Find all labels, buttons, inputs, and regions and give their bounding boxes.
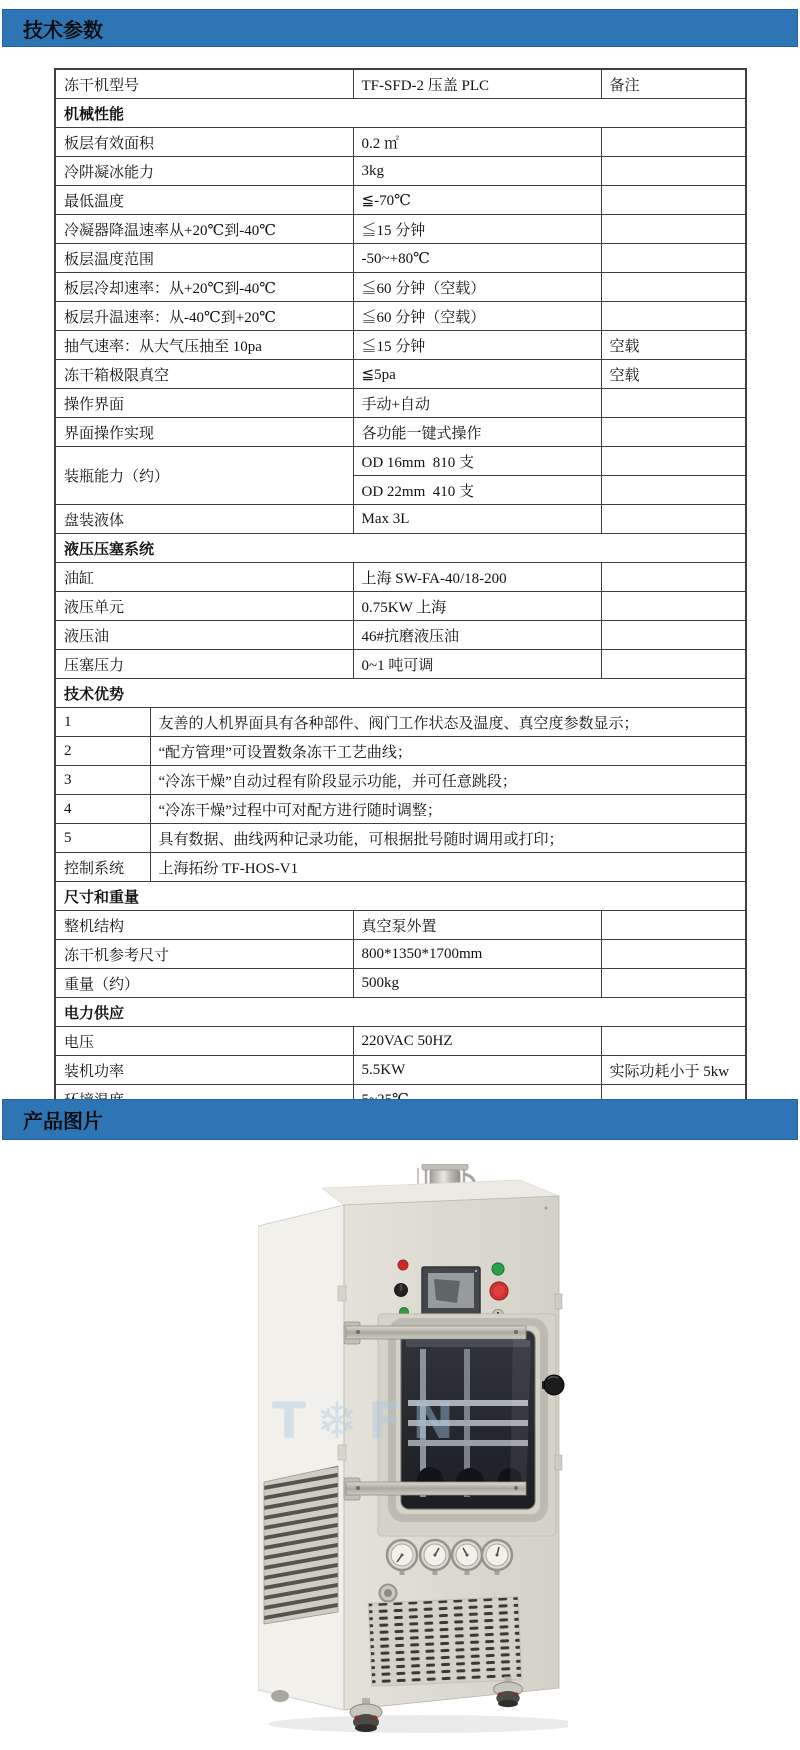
touchscreen (422, 1267, 480, 1315)
item-value-cell: 具有数据、曲线两种记录功能，可根据批号随时调用或打印； (150, 824, 746, 853)
section-row (55, 534, 746, 563)
spec-label-cell: 冻干箱极限真空 (55, 360, 353, 389)
spec-table-body (55, 69, 746, 1114)
item-label-cell: 2 (55, 737, 150, 766)
spec-note-cell (601, 940, 746, 969)
spec-value-cell: OD 22mm 410 支 (353, 476, 601, 505)
spec-label-cell: 冻干机型号 (55, 69, 353, 99)
spec-row (55, 418, 746, 447)
spec-label-cell: 最低温度 (55, 186, 353, 215)
spec-value-cell: ≦60 分钟（空载） (353, 302, 601, 331)
spec-label-cell: 整机结构 (55, 911, 353, 940)
spec-label-cell: 压塞压力 (55, 650, 353, 679)
advantage-row (55, 766, 746, 795)
item-value-cell: “配方管理”可设置数条冻干工艺曲线； (150, 737, 746, 766)
spec-row (55, 940, 746, 969)
spec-value-cell: 0.75KW 上海 (353, 592, 601, 621)
door-clamp-top (346, 1326, 526, 1339)
spec-value-cell: 220VAC 50HZ (353, 1027, 601, 1056)
spec-row (55, 447, 746, 476)
advantage-row (55, 795, 746, 824)
spec-value-cell: 5.5KW (353, 1056, 601, 1085)
section-row (55, 679, 746, 708)
item-value-cell: “冷冻干燥”自动过程有阶段显示功能，并可任意跳段； (150, 766, 746, 795)
item-label-cell: 4 (55, 795, 150, 824)
spec-value-cell: -50~+80℃ (353, 244, 601, 273)
spec-value-cell: ≦15 分钟 (353, 331, 601, 360)
spec-row (55, 215, 746, 244)
product-photo (90, 1145, 710, 1750)
spec-label-cell: 板层冷却速率：从+20℃到-40℃ (55, 273, 353, 302)
spec-value-cell: 手动+自动 (353, 389, 601, 418)
spec-label-cell: 电压 (55, 1027, 353, 1056)
item-label-cell: 1 (55, 708, 150, 737)
spec-note-cell (601, 911, 746, 940)
spec-value-cell: 0.2 ㎡ (353, 128, 601, 157)
item-value-cell: 上海拓纷 TF-HOS-V1 (150, 853, 746, 882)
advantage-row (55, 853, 746, 882)
spec-note-cell (601, 418, 746, 447)
spec-row (55, 360, 746, 389)
spec-value-cell: 真空泵外置 (353, 911, 601, 940)
spec-note-cell (601, 621, 746, 650)
spec-row (55, 244, 746, 273)
spec-label-cell: 操作界面 (55, 389, 353, 418)
spec-note-cell (601, 476, 746, 505)
item-value-cell: 友善的人机界面具有各种部件、阀门工作状态及温度、真空度参数显示； (150, 708, 746, 737)
spec-note-cell: 空载 (601, 360, 746, 389)
section-header-tech-params (2, 9, 798, 47)
spec-label-cell: 冷凝器降温速率从+20℃到-40℃ (55, 215, 353, 244)
advantage-row (55, 737, 746, 766)
spec-label-cell: 盘装液体 (55, 505, 353, 534)
spec-note-cell (601, 244, 746, 273)
drain-port (380, 1585, 397, 1602)
spec-label-cell: 板层升温速率：从-40℃到+20℃ (55, 302, 353, 331)
door-handle (544, 1375, 564, 1395)
spec-value-cell: 500kg (353, 969, 601, 998)
spec-value-cell: Max 3L (353, 505, 601, 534)
spec-row (55, 1056, 746, 1085)
spec-row (55, 621, 746, 650)
spec-row (55, 157, 746, 186)
spec-note-cell (601, 650, 746, 679)
spec-note-cell (601, 186, 746, 215)
spec-label-cell: 抽气速率：从大气压抽至 10pa (55, 331, 353, 360)
spec-value-cell: TF-SFD-2 压盖 PLC (353, 69, 601, 99)
spec-label-cell: 重量（约） (55, 969, 353, 998)
spec-note-cell (601, 563, 746, 592)
section-header-cell: 尺寸和重量 (55, 882, 746, 911)
section-header-cell: 机械性能 (55, 99, 746, 128)
spec-row (55, 331, 746, 360)
spec-row (55, 302, 746, 331)
spec-row (55, 563, 746, 592)
section-row (55, 882, 746, 911)
spec-label-cell: 板层温度范围 (55, 244, 353, 273)
brand-watermark: T❄FN (272, 1392, 465, 1450)
spec-note-cell (601, 592, 746, 621)
spec-row (55, 128, 746, 157)
spec-note-cell: 实际功耗小于 5kw (601, 1056, 746, 1085)
spec-label-cell: 液压单元 (55, 592, 353, 621)
spec-value-cell: ≦15 分钟 (353, 215, 601, 244)
spec-row (55, 505, 746, 534)
spec-label-cell: 冻干机参考尺寸 (55, 940, 353, 969)
spec-note-cell (601, 447, 746, 476)
spec-row (55, 592, 746, 621)
spec-note-cell (601, 969, 746, 998)
spec-value-cell: ≦-70℃ (353, 186, 601, 215)
spec-row (55, 389, 746, 418)
tech-params-title: 技术参数 (23, 19, 103, 42)
section-header-cell: 液压压塞系统 (55, 534, 746, 563)
spec-value-cell: 各功能一键式操作 (353, 418, 601, 447)
green-start-button (492, 1263, 504, 1275)
spec-row (55, 911, 746, 940)
spec-label-cell: 液压油 (55, 621, 353, 650)
section-header-product-images (2, 1099, 798, 1140)
section-row (55, 998, 746, 1027)
spec-note-cell: 空载 (601, 331, 746, 360)
spec-note-cell (601, 128, 746, 157)
spec-note-cell (601, 157, 746, 186)
spec-value-cell: 800*1350*1700mm (353, 940, 601, 969)
item-label-cell: 3 (55, 766, 150, 795)
red-indicator-light (398, 1260, 408, 1270)
spec-row (55, 969, 746, 998)
spec-label-cell: 界面操作实现 (55, 418, 353, 447)
spec-value-cell: 上海 SW-FA-40/18-200 (353, 563, 601, 592)
spec-label-cell: 板层有效面积 (55, 128, 353, 157)
spec-table (54, 68, 747, 1115)
section-header-cell: 技术优势 (55, 679, 746, 708)
section-row (55, 99, 746, 128)
spec-note-cell (601, 505, 746, 534)
spec-note-cell: 备注 (601, 69, 746, 99)
spec-value-cell: 0~1 吨可调 (353, 650, 601, 679)
item-label-cell: 控制系统 (55, 853, 150, 882)
item-label-cell: 5 (55, 824, 150, 853)
spec-value-cell: ≦5pa (353, 360, 601, 389)
spec-label-cell: 装瓶能力（约） (55, 447, 353, 505)
spec-value-cell: OD 16mm 810 支 (353, 447, 601, 476)
spec-row (55, 273, 746, 302)
spec-row (55, 69, 746, 99)
spec-row (55, 650, 746, 679)
advantage-row (55, 824, 746, 853)
spec-note-cell (601, 389, 746, 418)
advantage-row (55, 708, 746, 737)
product-images-title: 产品图片 (23, 1111, 103, 1133)
spec-row (55, 186, 746, 215)
spec-note-cell (601, 215, 746, 244)
front-vent-grille (368, 1597, 521, 1686)
section-header-cell: 电力供应 (55, 998, 746, 1027)
spec-note-cell (601, 302, 746, 331)
item-value-cell: “冷冻干燥”过程中可对配方进行随时调整； (150, 795, 746, 824)
spec-row (55, 1027, 746, 1056)
spec-label-cell: 油缸 (55, 563, 353, 592)
spec-note-cell (601, 273, 746, 302)
spec-value-cell: ≦60 分钟（空载） (353, 273, 601, 302)
spec-label-cell: 冷阱凝冰能力 (55, 157, 353, 186)
door-clamp-bottom (346, 1482, 526, 1495)
spec-value-cell: 3kg (353, 157, 601, 186)
spec-value-cell: 46#抗磨液压油 (353, 621, 601, 650)
freeze-dryer-image (258, 1164, 568, 1734)
spec-label-cell: 装机功率 (55, 1056, 353, 1085)
spec-note-cell (601, 1027, 746, 1056)
